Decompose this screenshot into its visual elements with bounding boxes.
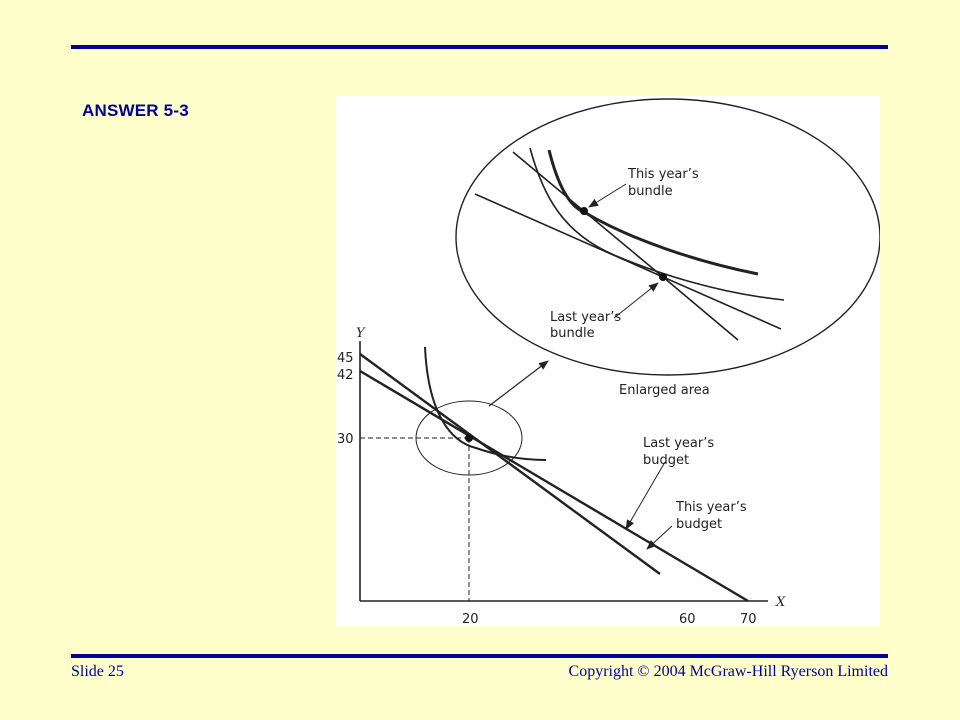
slide-number: Slide 25 — [71, 663, 124, 680]
bundle-point — [465, 434, 473, 442]
this-years-budget-label-line1: This year’s — [676, 500, 747, 515]
y-axis-label: Y — [356, 326, 365, 341]
x-tick-label-70: 70 — [740, 612, 757, 626]
x-tick-label-20: 20 — [462, 612, 479, 626]
y-tick-label-45: 45 — [337, 351, 354, 366]
this-years-bundle-arrow — [589, 184, 626, 207]
enlarge-arrow — [489, 361, 548, 406]
last-years-bundle-point — [659, 273, 667, 281]
enlarged-area-ellipse — [456, 99, 880, 375]
this-years-budget-arrow — [647, 526, 672, 549]
this-years-budget-line — [360, 354, 660, 574]
y-tick-label-30: 30 — [337, 432, 354, 447]
enlarged-area-label: Enlarged area — [619, 383, 710, 398]
enlarged-this-years-budget-line-ext — [663, 277, 738, 340]
this-years-bundle-label-line1: This year’s — [628, 167, 699, 182]
y-tick-label-42: 42 — [337, 368, 354, 383]
last-years-budget-label-line1: Last year’s — [643, 436, 715, 451]
copyright-notice: Copyright © 2004 McGraw-Hill Ryerson Limited — [568, 663, 888, 680]
last-years-budget-label-line2: budget — [643, 453, 690, 468]
this-years-bundle-point — [580, 207, 588, 215]
this-years-bundle-label-line2: bundle — [628, 184, 673, 199]
slide-title: ANSWER 5-3 — [82, 101, 189, 120]
last-years-bundle-label-line1: Last year’s — [550, 310, 622, 325]
indifference-curve — [425, 347, 546, 460]
top-rule — [71, 45, 888, 49]
x-axis-label: X — [776, 595, 786, 610]
budget-diagram — [336, 96, 880, 626]
this-years-budget-label-line2: budget — [676, 517, 723, 532]
last-years-budget-arrow — [626, 462, 665, 529]
x-tick-label-60: 60 — [679, 612, 696, 626]
bottom-rule — [71, 654, 888, 658]
last-years-budget-line — [360, 371, 748, 601]
last-years-bundle-label-line2: bundle — [550, 326, 595, 341]
figure-panel — [336, 96, 880, 626]
